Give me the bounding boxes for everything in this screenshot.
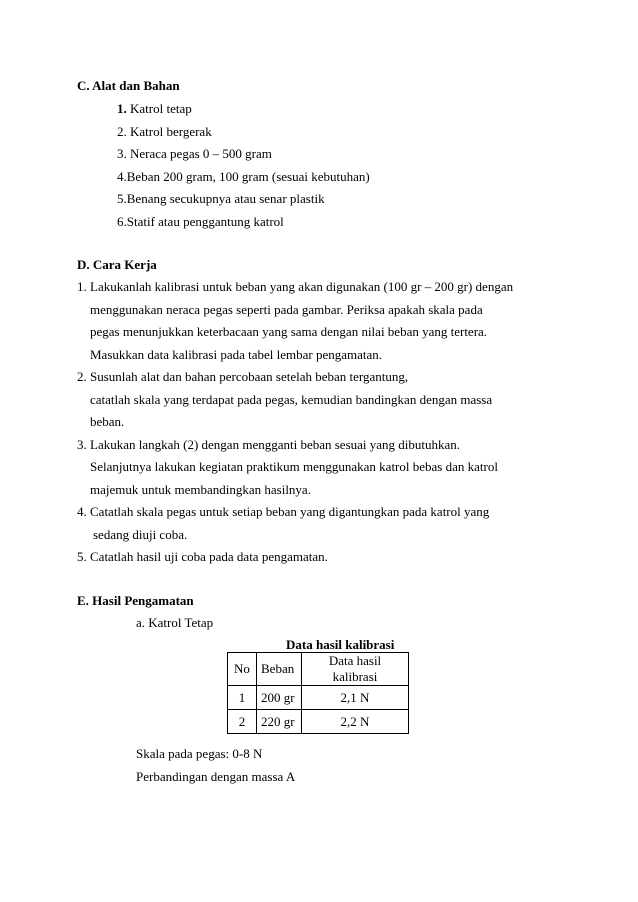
step-line: Masukkan data kalibrasi pada tabel lembar pengamatan. — [90, 347, 383, 362]
cell-no: 2 — [228, 710, 257, 734]
step-line: pegas menunjukkan keterbacaan yang sama dengan nilai beban yang tertera. — [90, 324, 488, 339]
column-header-beban: Beban — [257, 653, 302, 686]
cell-data: 2,1 N — [302, 686, 409, 710]
section-c-heading: C. Alat dan Bahan — [77, 78, 180, 93]
column-header-data: Data hasil kalibrasi — [302, 653, 409, 686]
cell-beban: 220 gr — [257, 710, 302, 734]
table-row — [228, 710, 409, 734]
note-comparison: Perbandingan dengan massa A — [136, 769, 296, 784]
note-scale: Skala pada pegas: 0-8 N — [136, 746, 263, 761]
section-d-heading: D. Cara Kerja — [77, 257, 157, 272]
step-line: majemuk untuk membandingkan hasilnya. — [90, 482, 311, 497]
list-item: 4.Beban 200 gram, 100 gram (sesuai kebutuhan) — [117, 169, 370, 184]
cell-data: 2,2 N — [302, 710, 409, 734]
list-item-text: Katrol tetap — [126, 101, 192, 116]
cell-no: 1 — [228, 686, 257, 710]
list-item: 6.Statif atau penggantung katrol — [117, 214, 284, 229]
step-line: menggunakan neraca pegas seperti pada gambar. Periksa apakah skala pada — [90, 302, 483, 317]
calibration-table — [227, 652, 409, 734]
step-line: 5. Catatlah hasil uji coba pada data pengamatan. — [77, 549, 328, 564]
step-line: 1. Lakukanlah kalibrasi untuk beban yang akan digunakan (100 gr – 200 gr) dengan — [77, 279, 514, 294]
table-row — [228, 686, 409, 710]
list-item: 3. Neraca pegas 0 – 500 gram — [117, 146, 272, 161]
subsection-heading: a. Katrol Tetap — [136, 615, 214, 630]
step-line: sedang diuji coba. — [93, 527, 188, 542]
list-item: 2. Katrol bergerak — [117, 124, 212, 139]
cell-beban: 200 gr — [257, 686, 302, 710]
table-header-row — [228, 653, 409, 686]
table-title: Data hasil kalibrasi — [286, 637, 395, 652]
step-line: 3. Lakukan langkah (2) dengan mengganti beban sesuai yang dibutuhkan. — [77, 437, 461, 452]
list-item-number: 1. — [117, 101, 127, 116]
step-line: 2. Susunlah alat dan bahan percobaan setelah beban tergantung, — [77, 369, 409, 384]
column-header-no: No — [228, 653, 257, 686]
step-line: catatlah skala yang terdapat pada pegas, kemudian bandingkan dengan massa — [90, 392, 493, 407]
step-line: beban. — [90, 414, 125, 429]
step-line: 4. Catatlah skala pegas untuk setiap beban yang digantungkan pada katrol yang — [77, 504, 490, 519]
list-item — [117, 101, 192, 117]
step-line: Selanjutnya lakukan kegiatan praktikum menggunakan katrol bebas dan katrol — [90, 459, 498, 474]
section-e-heading: E. Hasil Pengamatan — [77, 593, 194, 608]
list-item: 5.Benang secukupnya atau senar plastik — [117, 191, 325, 206]
